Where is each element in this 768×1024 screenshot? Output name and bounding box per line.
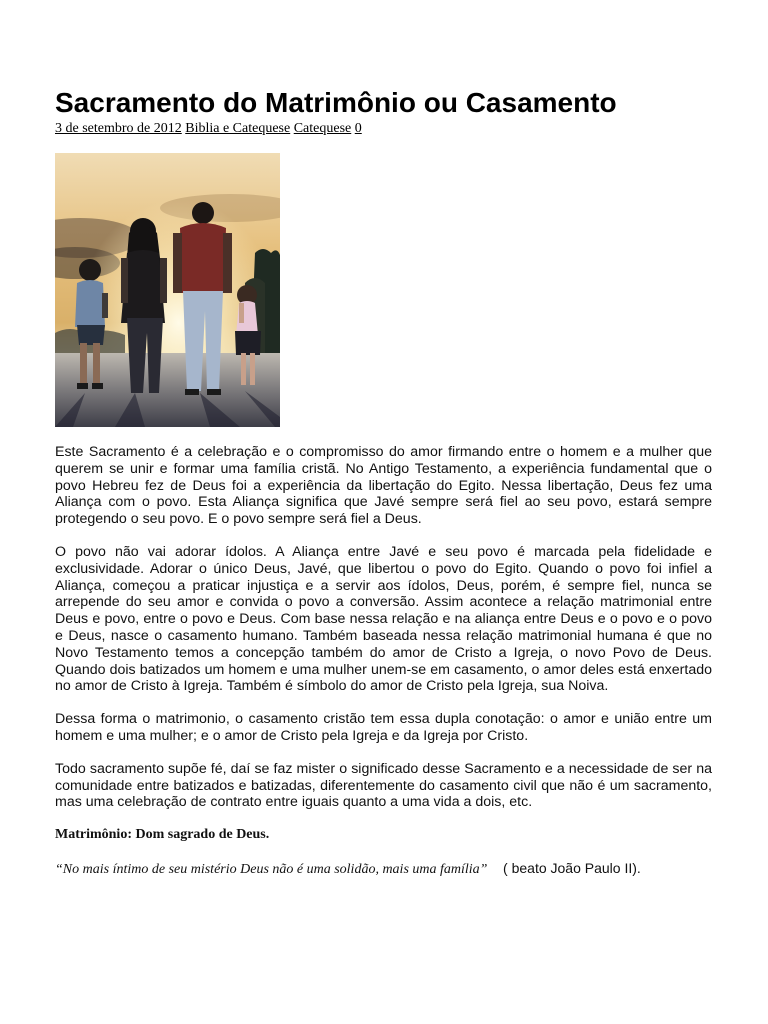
- paragraph-4: Todo sacramento supõe fé, daí se faz mister o significado desse Sacramento e a necessidade de ser na comunidade entre batizados e batizadas, diferentemente do casamento civil que não é um sacramento, mas uma celebração de contrato entre iguais quanto a uma vida a dois, etc.: [55, 760, 712, 811]
- category-link-biblia[interactable]: Biblia e Catequese: [185, 121, 291, 136]
- comments-count-link[interactable]: 0: [354, 121, 362, 136]
- article-title: Sacramento do Matrimônio ou Casamento: [55, 87, 617, 118]
- quote-attribution: ( beato João Paulo II).: [503, 859, 641, 876]
- article-body: [55, 444, 712, 895]
- quote-text: “No mais íntimo de seu mistério Deus não é uma solidão, mais uma família”: [55, 861, 488, 877]
- family-photo: [55, 153, 280, 427]
- paragraph-1: Este Sacramento é a celebração e o compromisso do amor firmando entre o homem e a mulher que querem se unir e formar uma família cristã. No Antigo Testamento, a experiência fundamental que o povo Hebreu fez de Deus foi a experiência da libertação do Egito. Nessa libertação, Deus fez uma Aliança com o povo. Esta Aliança significa que Javé sempre será fiel ao seu povo, estará sempre protegendo o seu povo. E o povo sempre será fiel a Deus.: [55, 444, 712, 528]
- date-link[interactable]: 3 de setembro de 2012: [55, 121, 182, 136]
- quote-block: [55, 860, 712, 879]
- paragraph-2: O povo não vai adorar ídolos. A Aliança entre Javé e seu povo é marcada pela fidelidade e exclusividade. Adorar o único Deus, Javé, que libertou o povo do Egito. Quando o povo foi infiel a Aliança, começou a praticar injustiça e a servir aos ídolos, Deus, porém, é sempre fiel, nunca se arrepende do seu amor e convida o povo a conversão. Assim acontece a relação matrimonial entre Deus e povo, entre o povo e Deus. Com base nessa relação e na aliança entre Deus e o povo e o povo e Deus, nasce o casamento humano. Também baseada nessa relação matrimonial humana é que no Novo Testamento temos a concepção também do amor de Cristo a Igreja, o novo Povo de Deus. Quando dois batizados um homem e uma mulher unem-se em casamento, o amor deles está enxertado no amor de Cristo à Igreja. Também é símbolo do amor de Cristo pela Igreja, sua Noiva.: [55, 543, 712, 695]
- category-link-catequese[interactable]: Catequese: [293, 121, 352, 136]
- article-meta: [55, 120, 362, 138]
- subheading: Matrimônio: Dom sagrado de Deus.: [55, 827, 270, 843]
- paragraph-3: Dessa forma o matrimonio, o casamento cristão tem essa dupla conotação: o amor e união entre um homem e uma mulher; e o amor de Cristo pela Igreja e da Igreja por Cristo.: [55, 711, 712, 744]
